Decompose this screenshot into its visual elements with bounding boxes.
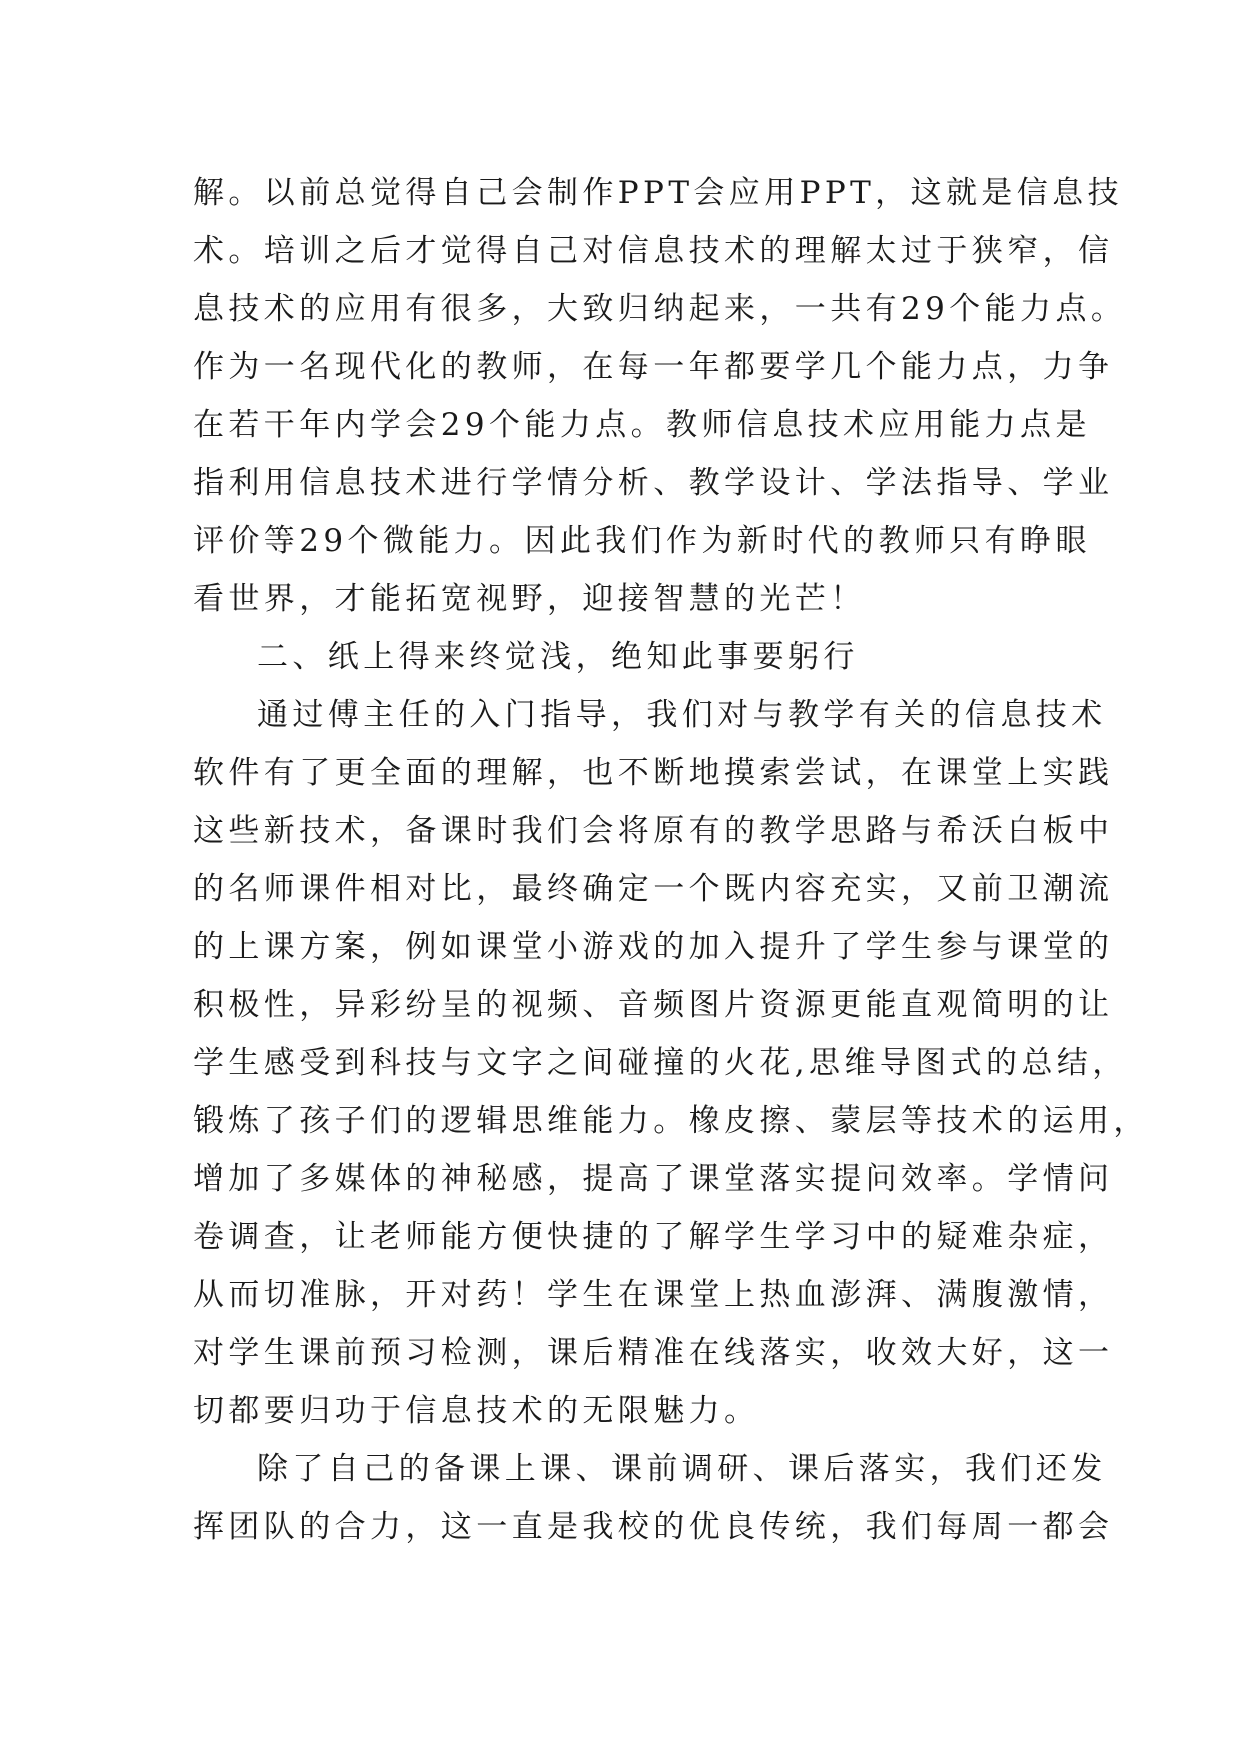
text-line: 指利用信息技术进行学情分析、教学设计、学法指导、学业 [193, 465, 1114, 501]
text-line: 对学生课前预习检测，课后精准在线落实，收效大好，这一 [193, 1335, 1114, 1371]
text-line: 锻炼了孩子们的逻辑思维能力。橡皮擦、蒙层等技术的运用， [193, 1103, 1149, 1139]
text-line: 术。培训之后才觉得自己对信息技术的理解太过于狭窄，信 [193, 233, 1114, 269]
text-line: 软件有了更全面的理解，也不断地摸索尝试，在课堂上实践 [193, 755, 1114, 791]
text-line: 除了自己的备课上课、课前调研、课后落实，我们还发 [257, 1451, 1107, 1487]
text-line: 解。以前总觉得自己会制作PPT会应用PPT，这就是信息技 [193, 175, 1123, 211]
text-line: 评价等29个微能力。因此我们作为新时代的教师只有睁眼 [193, 523, 1091, 559]
text-line: 的名师课件相对比，最终确定一个既内容充实，又前卫潮流 [193, 871, 1114, 907]
text-line: 卷调查，让老师能方便快捷的了解学生学习中的疑难杂症， [193, 1219, 1114, 1255]
text-line: 在若干年内学会29个能力点。教师信息技术应用能力点是 [193, 407, 1091, 443]
text-line: 看世界，才能拓宽视野，迎接智慧的光芒！ [193, 581, 866, 617]
text-line: 通过傅主任的入门指导，我们对与教学有关的信息技术 [257, 697, 1107, 733]
text-line: 挥团队的合力，这一直是我校的优良传统，我们每周一都会 [193, 1509, 1114, 1545]
text-line: 增加了多媒体的神秘感，提高了课堂落实提问效率。学情问 [193, 1161, 1114, 1197]
text-line: 的上课方案，例如课堂小游戏的加入提升了学生参与课堂的 [193, 929, 1114, 965]
text-line: 二、纸上得来终觉浅，绝知此事要躬行 [257, 639, 859, 675]
text-line: 作为一名现代化的教师，在每一年都要学几个能力点，力争 [193, 349, 1114, 385]
text-line: 息技术的应用有很多，大致归纳起来，一共有29个能力点。 [193, 291, 1127, 327]
text-line: 从而切准脉，开对药！学生在课堂上热血澎湃、满腹激情， [193, 1277, 1114, 1313]
text-line: 学生感受到科技与文字之间碰撞的火花,思维导图式的总结， [193, 1045, 1128, 1081]
text-line: 积极性，异彩纷呈的视频、音频图片资源更能直观简明的让 [193, 987, 1114, 1023]
text-line: 切都要归功于信息技术的无限魅力。 [193, 1393, 760, 1429]
text-line: 这些新技术，备课时我们会将原有的教学思路与希沃白板中 [193, 813, 1114, 849]
